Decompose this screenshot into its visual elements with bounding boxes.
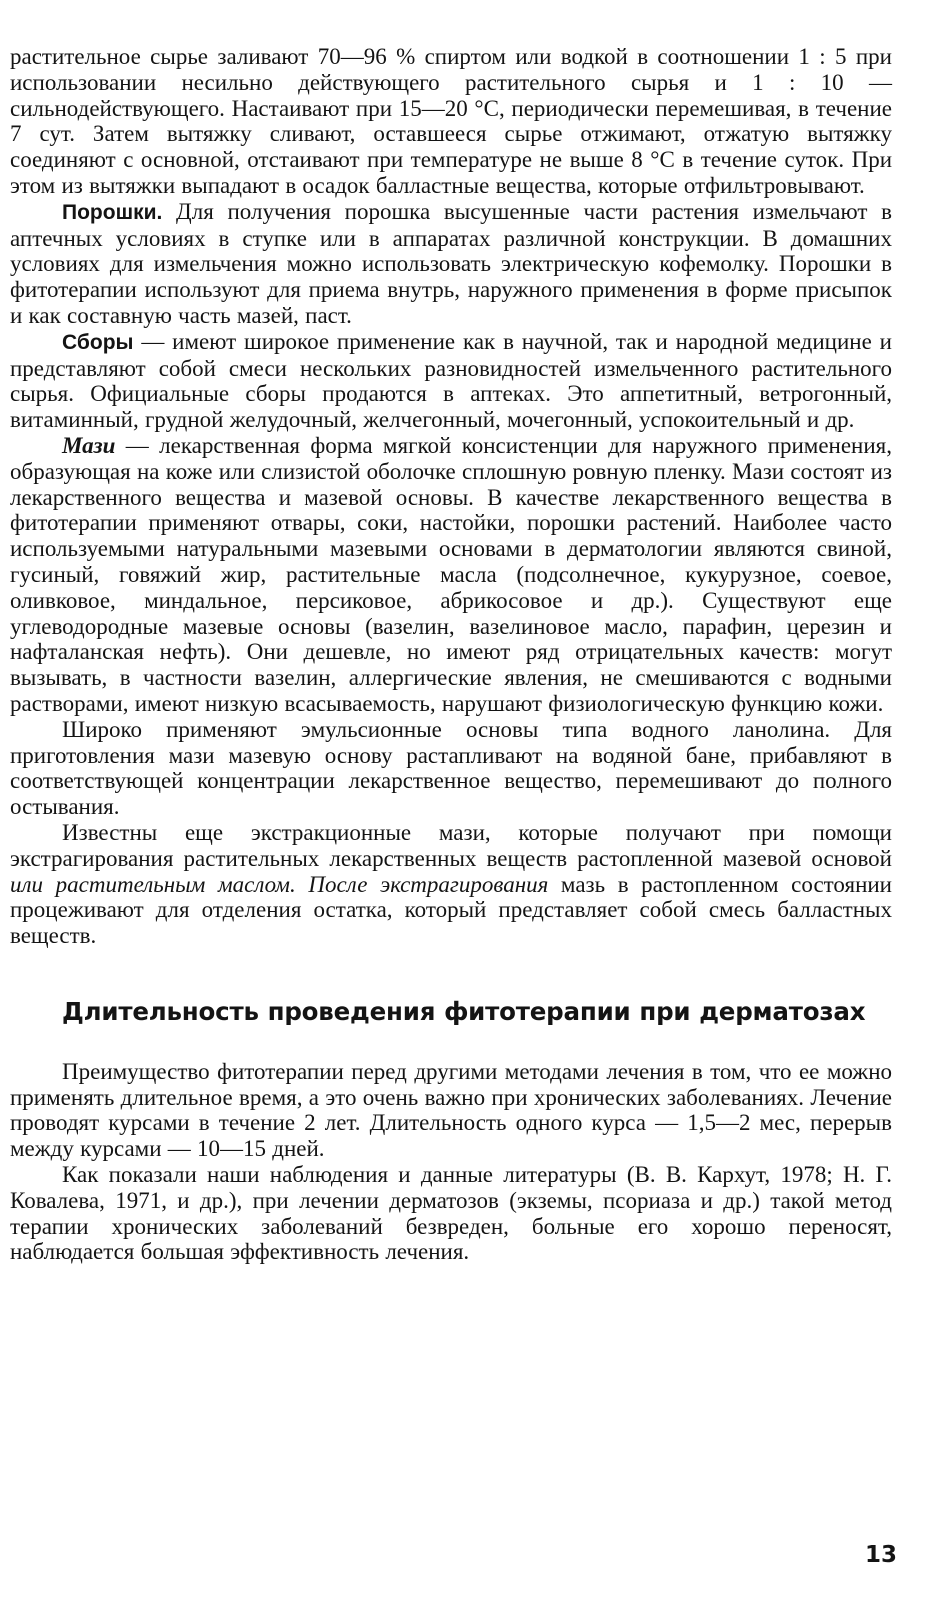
paragraph-term: Сборы [62, 330, 134, 354]
section-gap [10, 949, 892, 997]
italic-text: или растительным маслом. После экстрагирования [10, 871, 549, 897]
paragraph-text: Как показали наши наблюдения и данные литературы (В. В. Кархут, 1978; Н. Г. Ковалева, 1971, и др.), при лечении дерматозов (экземы, псориаза и др.) такой метод терапии хронических заболеваний безвреден, больные его хорошо переносят, наблюдается большая эффективность лечения. [10, 1162, 892, 1265]
text-block-top [10, 44, 892, 949]
paragraph [10, 820, 892, 949]
paragraph [10, 329, 892, 433]
paragraph [10, 199, 892, 329]
paragraph-term: Порошки. [62, 200, 163, 224]
paragraph-term: Мази [62, 432, 116, 458]
paragraph-text: мазь в растопленном состоянии процеживают для отделения остатка, который представляет собой смесь балластных веществ. [10, 871, 892, 949]
paragraph-text: Широко применяют эмульсионные основы типа водного ланолина. Для приготовления мази мазевую основу растапливают на водяной бане, прибавляют в соответствующей концентрации лекарственное вещество, перемешивают до полного остывания. [10, 716, 892, 820]
paragraph [10, 44, 892, 199]
section-heading: Длительность проведения фитотерапии при дерматозах [62, 996, 866, 1026]
paragraph [10, 1162, 892, 1265]
paragraph-text: Преимущество фитотерапии перед другими методами лечения в том, что ее можно применять длительное время, а это очень важно при хронических заболеваниях. Лечение проводят курсами в течение 2 лет. Длительность одного курса — 1,5—2 мес, перерыв между курсами — 10—15 дней. [10, 1058, 892, 1162]
paragraph [10, 433, 892, 717]
paragraph-text: Известны еще экстракционные мази, которые получают при помощи экстрагирования растительных лекарственных веществ растопленной мазевой основой [10, 819, 892, 871]
paragraph [10, 717, 892, 820]
text-block-bottom [10, 1059, 892, 1265]
paragraph-text: Для получения порошка высушенные части растения измельчают в аптечных условиях в ступке или в аппаратах различной конструкции. В домашних условиях для измельчения можно использовать электрическую кофемолку. Порошки в фитотерапии используют для приема внутрь, наружного применения в форме присыпок и как составную часть мазей, паст. [10, 198, 892, 328]
page-number: 13 [864, 1542, 897, 1568]
paragraph-text: — лекарственная форма мягкой консистенции для наружного применения, образующая на коже или слизистой оболочке сплошную ровную пленку. Мази состоят из лекарственного вещества и мазевой основы. В качестве лекарственного вещества в фитотерапии применяют отвары, соки, настойки, порошки растений. Наиболее часто используемыми натуральными мазевыми основами в дерматологии являются свиной, гусиный, говяжий жир, растительные масла (подсолнечное, кукурузное, соевое, оливковое, миндальное, персиковое, абрикосовое и др.). Существуют еще углеводородные мазевые основы (вазелин, вазелиновое масло, парафин, церезин и нафталанская нефть). Они дешевле, но имеют ряд отрицательных качеств: могут вызывать, в частности вазелин, аллергические явления, не смешиваются с водными растворами, имеют низкую всасываемость, нарушают физиологическую функцию кожи. [10, 432, 892, 716]
paragraph [10, 1059, 892, 1162]
paragraph-text: растительное сырье заливают 70—96 % спиртом или водкой в соотношении 1 : 5 при использовании несильно действующего растительного сырья и 1 : 10 — сильнодействующего. Настаивают при 15—20 °С, периодически перемешивая, в течение 7 сут. Затем вытяжку сливают, оставшееся сырье отжимают, отжатую вытяжку соединяют с основной, отстаивают при температуре не выше 8 °С в течение суток. При этом из вытяжки выпадают в осадок балластные вещества, которые отфильтровывают. [10, 44, 892, 198]
page-content [10, 44, 892, 1265]
paragraph-text: — имеют широкое применение как в научной, так и народной медицине и представляют собой смеси нескольких разновидностей измельченного растительного сырья. Официальные сборы продаются в аптеках. Это аппетитный, ветрогонный, витаминный, грудной желудочный, желчегонный, мочегонный, успокоительный и др. [10, 328, 892, 433]
